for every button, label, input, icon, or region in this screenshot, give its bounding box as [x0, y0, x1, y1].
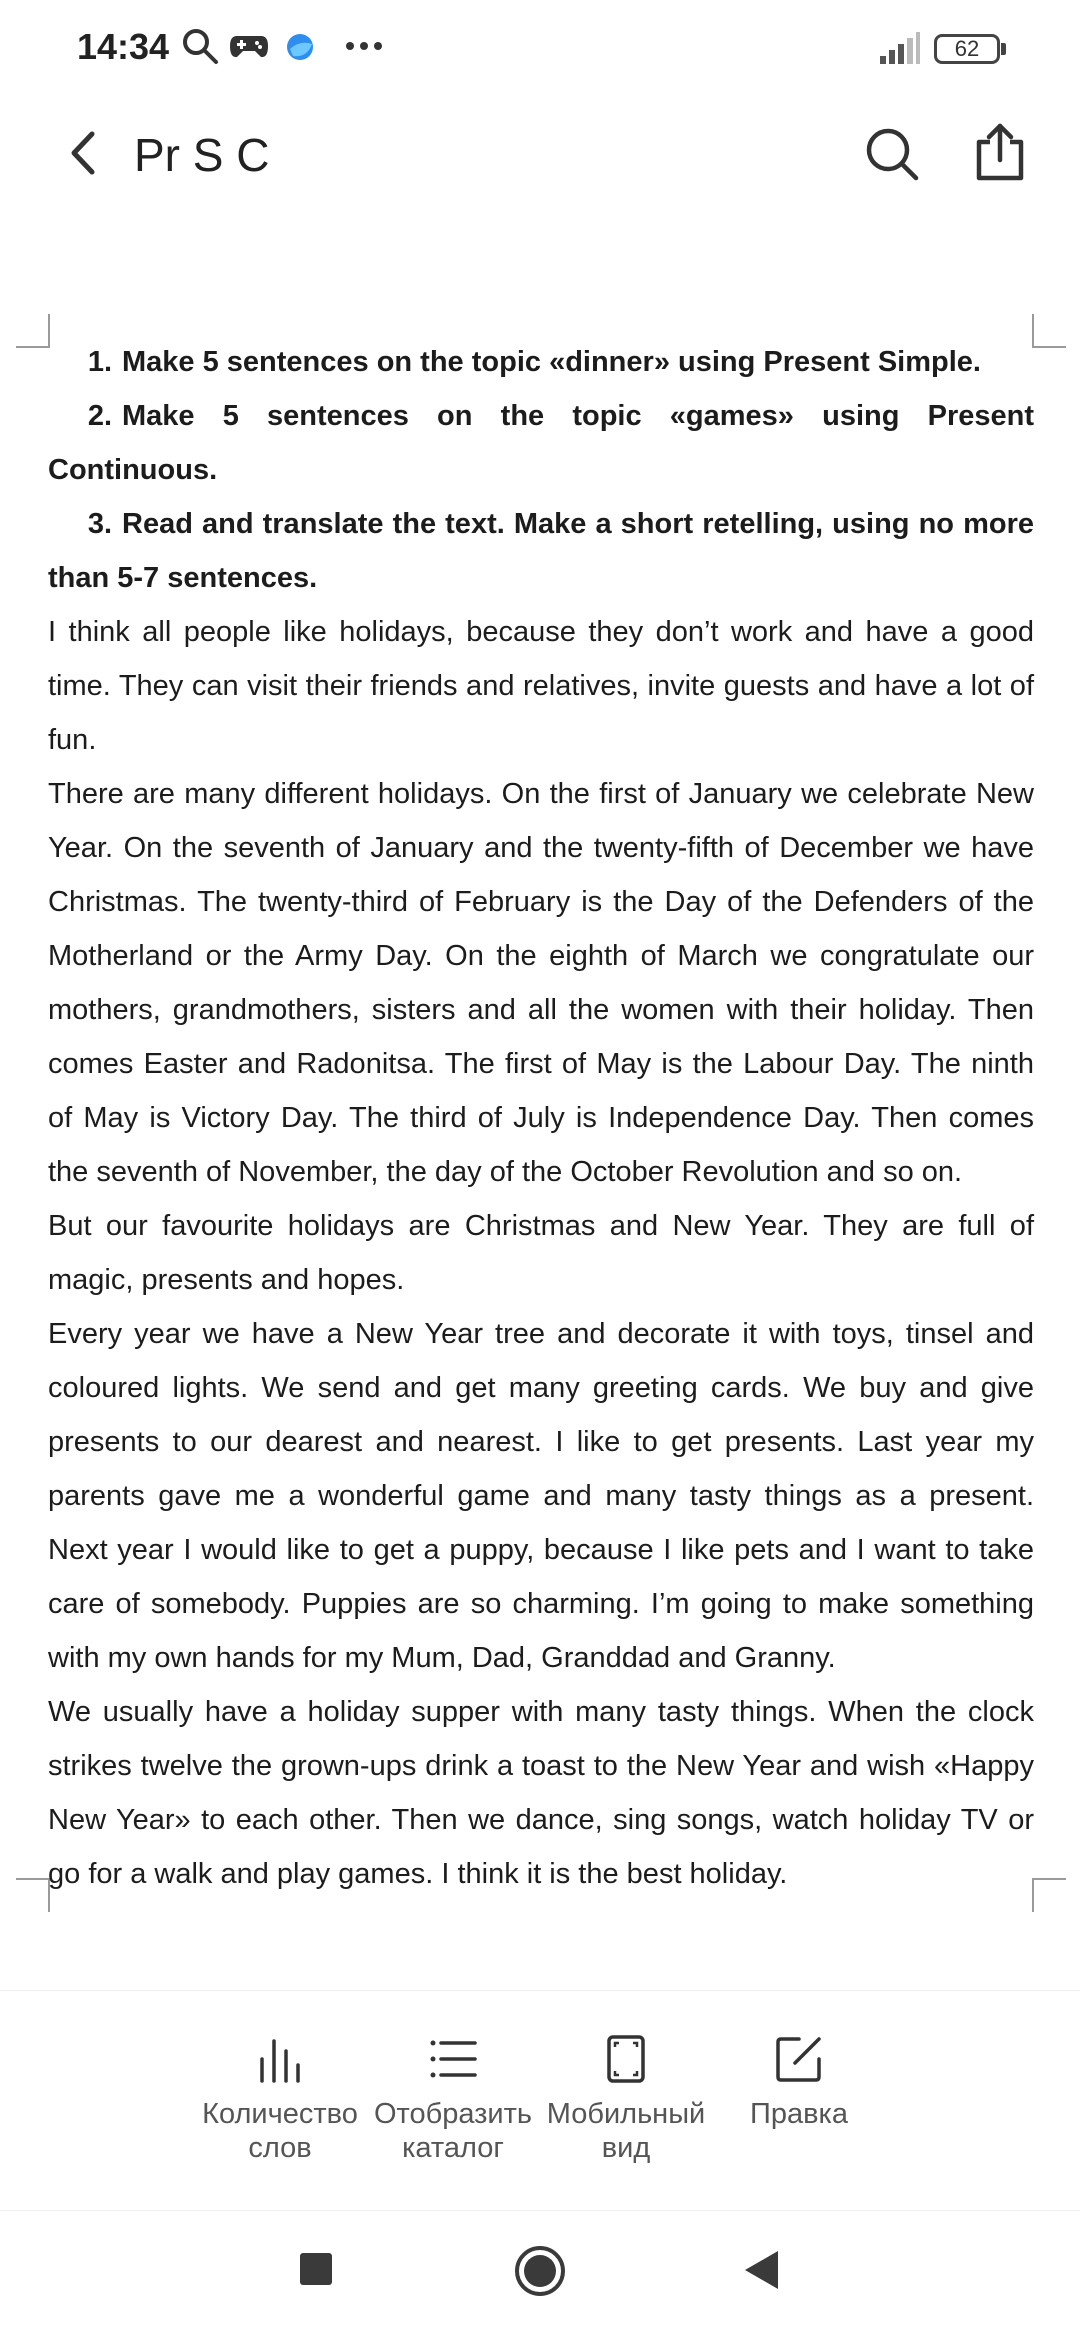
more-dots-icon: [345, 40, 385, 52]
paragraph: I think all people like holidays, because they don’t work and have a good time. They can visit their friends and relatives, invite guests and have a lot of fun.: [48, 616, 1034, 756]
battery-icon: 62: [934, 34, 1000, 64]
mobile-view-button[interactable]: [539, 2029, 713, 2165]
page-corner-top-right: [1032, 314, 1066, 348]
show-catalog-button[interactable]: [366, 2029, 540, 2165]
edit-button[interactable]: [712, 2029, 886, 2131]
navigation-bar: [0, 2210, 1080, 2341]
tool-label: Отобразить: [373, 2098, 533, 2130]
task-item: 3. Read and translate the text. Make a short retelling, using no more than 5-7 sentences.: [48, 508, 1034, 594]
document-title: Pr S C: [134, 129, 270, 181]
paragraph: But our favourite holidays are Christmas and New Year. They are full of magic, presents and hopes.: [48, 1210, 1034, 1296]
share-icon[interactable]: [965, 118, 1035, 188]
back-arrow-icon[interactable]: [50, 118, 120, 188]
tool-label: Мобильный: [546, 2098, 706, 2130]
tool-label: Количество: [202, 2098, 358, 2130]
gamepad-icon: [229, 30, 269, 62]
app-header: [0, 96, 1080, 212]
recent-apps-icon[interactable]: [298, 2251, 334, 2287]
status-bar: [0, 0, 1080, 96]
bottom-toolbar: [0, 1990, 1080, 2207]
paragraph: There are many different holidays. On the first of January we celebrate New Year. On the seventh of January and the twenty-fifth of December we have Christmas. The twenty-third of February is the Day of the Defenders of the Motherland or the Army Day. On the eighth of March we congratulate our mothers, grandmothers, sisters and all the women with their holiday. Then comes Easter and Radonitsa. The first of May is the Labour Day. The ninth of May is Victory Day. The third of July is Independence Day. Then comes the seventh of November, the day of the October Revolution and so on.: [48, 778, 1034, 1188]
tool-label: Правка: [750, 2098, 848, 2130]
list-icon: [423, 2029, 483, 2089]
search-icon[interactable]: [856, 118, 926, 188]
bar-chart-icon: [250, 2029, 310, 2089]
paragraph: We usually have a holiday supper with many tasty things. When the clock strikes twelve the grown-ups drink a toast to the New Year and wish «Happy New Year» to each other. Then we dance, sing songs, watch holiday TV or go for a walk and play games. I think it is the best holiday.: [48, 1696, 1034, 1890]
paragraph: Every year we have a New Year tree and decorate it with toys, tinsel and coloured lights. We send and get many greeting cards. We buy and give presents to our dearest and nearest. I like to get presents. Last year my parents gave me a wonderful game and many tasty things as a present. Next year I would like to get a puppy, because I like pets and I want to take care of somebody. Puppies are so charming. I’m going to make something with my own hands for my Mum, Dad, Granddad and Granny.: [48, 1318, 1034, 1674]
status-time: 14:34: [77, 26, 170, 67]
browser-icon: [285, 32, 315, 62]
edit-icon: [769, 2029, 829, 2089]
word-count-button[interactable]: [193, 2029, 367, 2165]
document-body: [48, 335, 1034, 1901]
page-corner-top-left: [16, 314, 50, 348]
search-icon: [180, 26, 220, 66]
page-corner-bottom-left: [16, 1878, 50, 1912]
back-icon[interactable]: [742, 2249, 782, 2291]
task-item: 2. Make 5 sentences on the topic «games» using Present Continuous.: [48, 400, 1034, 486]
tool-label: вид: [601, 2132, 651, 2164]
home-icon[interactable]: [514, 2245, 566, 2297]
mobile-view-icon: [596, 2029, 656, 2089]
tool-label: слов: [248, 2132, 312, 2164]
tool-label: каталог: [402, 2132, 504, 2164]
task-item: 1. Make 5 sentences on the topic «dinner» using Present Simple.: [87, 346, 981, 378]
battery-tip: [1001, 43, 1006, 55]
signal-icon: [878, 32, 920, 64]
page-corner-bottom-right: [1032, 1878, 1066, 1912]
